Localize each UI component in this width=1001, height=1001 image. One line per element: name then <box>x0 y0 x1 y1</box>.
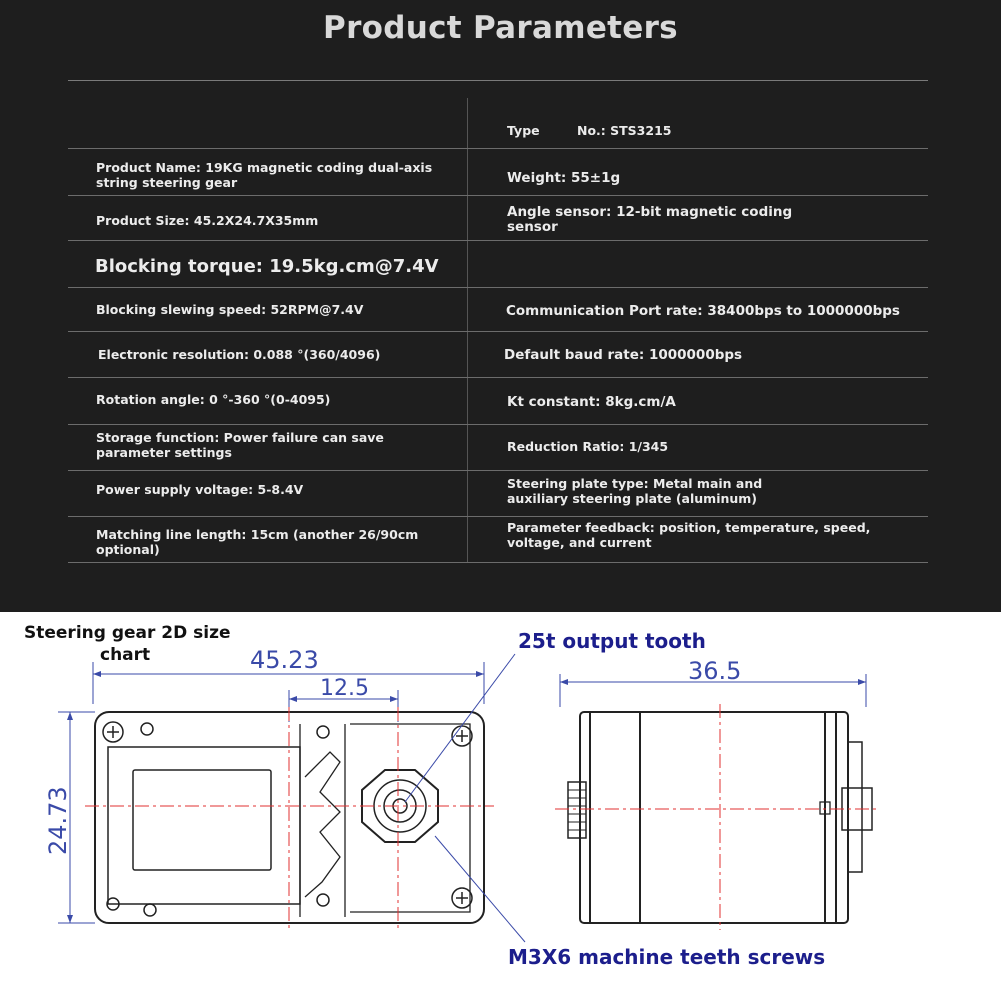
param-line-length: Matching line length: 15cm (another 26/90cm optional) <box>96 527 419 557</box>
row-divider <box>68 287 928 288</box>
row-divider <box>68 148 928 149</box>
dim-shaft-text: 12.5 <box>320 676 369 701</box>
dim-width-text: 45.23 <box>250 646 319 674</box>
param-blocking-torque: Blocking torque: 19.5kg.cm@7.4V <box>95 256 439 277</box>
param-port-rate: Communication Port rate: 38400bps to 1000000bps <box>506 303 900 319</box>
row-divider <box>68 331 928 332</box>
page-title: Product Parameters <box>323 10 678 46</box>
param-kt-constant: Kt constant: 8kg.cm/A <box>507 394 676 410</box>
dim-height-text: 24.73 <box>44 786 72 855</box>
size-chart-panel <box>0 612 1001 1001</box>
row-divider <box>68 240 928 241</box>
technical-drawing <box>0 612 1001 1001</box>
param-rotation-angle: Rotation angle: 0 °-360 °(0-4095) <box>96 392 331 407</box>
row-divider <box>68 470 928 471</box>
param-supply-voltage: Power supply voltage: 5-8.4V <box>96 482 304 497</box>
type-value: No.: STS3215 <box>577 123 672 138</box>
param-product-name: Product Name: 19KG magnetic coding dual-axis string steering gear <box>96 160 433 190</box>
row-divider <box>68 562 928 563</box>
title-divider <box>68 80 928 81</box>
row-divider <box>68 377 928 378</box>
screws-label: M3X6 machine teeth screws <box>508 945 826 969</box>
param-slewing-speed: Blocking slewing speed: 52RPM@7.4V <box>96 302 364 317</box>
param-angle-sensor: Angle sensor: 12-bit magnetic coding sensor <box>507 204 793 235</box>
param-feedback: Parameter feedback: position, temperature, speed, voltage, and current <box>507 520 871 550</box>
param-steering-plate: Steering plate type: Metal main and auxiliary steering plate (aluminum) <box>507 476 763 506</box>
param-resolution: Electronic resolution: 0.088 °(360/4096) <box>98 347 381 362</box>
row-divider <box>68 424 928 425</box>
chart-caption-line2: chart <box>100 645 151 665</box>
type-label: Type <box>507 123 540 138</box>
param-product-size: Product Size: 45.2X24.7X35mm <box>96 213 319 228</box>
param-reduction-ratio: Reduction Ratio: 1/345 <box>507 439 669 454</box>
param-baud-rate: Default baud rate: 1000000bps <box>504 347 743 363</box>
row-divider <box>68 516 928 517</box>
row-divider <box>68 195 928 196</box>
chart-caption-line1: Steering gear 2D size <box>24 623 231 643</box>
output-tooth-label: 25t output tooth <box>518 629 706 653</box>
dim-depth-text: 36.5 <box>688 657 742 685</box>
param-storage-function: Storage function: Power failure can save parameter settings <box>96 430 384 460</box>
param-weight: Weight: 55±1g <box>507 170 621 186</box>
